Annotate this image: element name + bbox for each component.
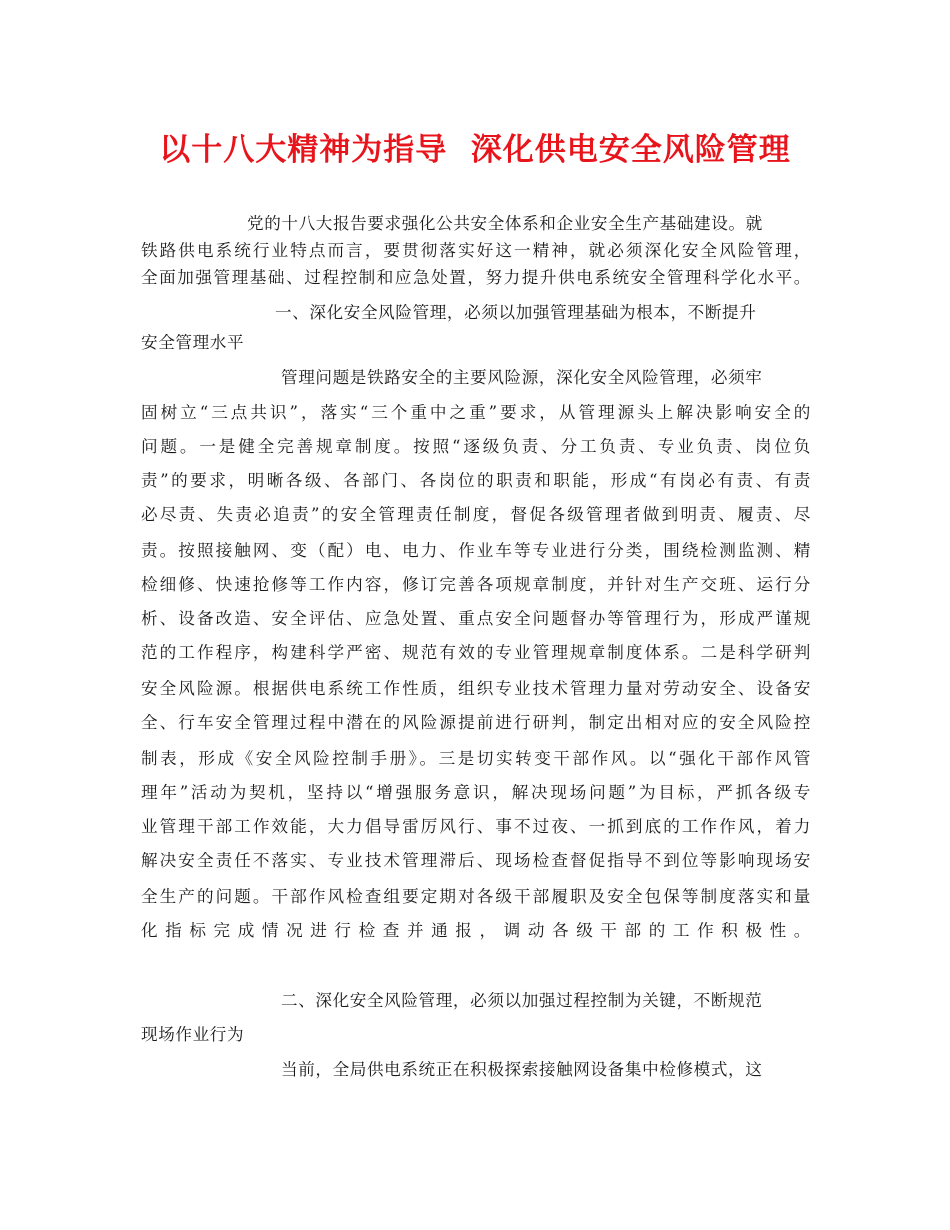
body-line: 解决安全责任不落实、专业技术管理滞后、现场检查督促指导不到位等影响现场安 (141, 851, 811, 870)
body-line: 现场作业行为 (141, 1025, 245, 1044)
body-line: 全、行车安全管理过程中潜在的风险源提前进行研判，制定出相对应的安全风险控 (141, 713, 811, 732)
body-line: 铁路供电系统行业特点而言，要贯彻落实好这一精神，就必须深化安全风险管理， (141, 241, 811, 260)
body-line: 制表，形成《安全风险控制手册》。三是切实转变干部作风。以“强化干部作风管 (141, 749, 811, 768)
body-line: 安全风险源。根据供电系统工作性质，组织专业技术管理力量对劳动安全、设备安 (141, 679, 811, 698)
body-line: 析、设备改造、安全评估、应急处置、重点安全问题督办等管理行为，形成严谨规 (141, 609, 811, 628)
body-line: 理年”活动为契机，坚持以“增强服务意识，解决现场问题”为目标，严抓各级专 (141, 783, 811, 802)
body-line: 责。按照接触网、变（配）电、电力、作业车等专业进行分类，围绕检测监测、精 (141, 541, 811, 560)
body-line: 全面加强管理基础、过程控制和应急处置，努力提升供电系统安全管理科学化水平。 (141, 268, 811, 287)
body-line: 必尽责、失责必追责”的安全管理责任制度，督促各级管理者做到明责、履责、尽 (141, 505, 811, 524)
body-line: 当前，全局供电系统正在积极探索接触网设备集中检修模式，这 (281, 1060, 763, 1079)
body-line: 安全管理水平 (141, 333, 245, 352)
body-line: 党的十八大报告要求强化公共安全体系和企业安全生产基础建设。就 (247, 214, 763, 233)
body-line: 化指标完成情况进行检查并通报，调动各级干部的工作积极性。 (141, 921, 811, 940)
body-line: 责”的要求，明晰各级、各部门、各岗位的职责和职能，形成“有岗必有责、有责 (141, 471, 811, 490)
body-line: 全生产的问题。干部作风检查组要定期对各级干部履职及安全包保等制度落实和量 (141, 887, 811, 906)
body-line: 管理问题是铁路安全的主要风险源，深化安全风险管理，必须牢 (281, 368, 763, 387)
body-line: 范的工作程序，构建科学严密、规范有效的专业管理规章制度体系。二是科学研判 (141, 643, 811, 662)
body-line: 业管理干部工作效能，大力倡导雷厉风行、事不过夜、一抓到底的工作作风，着力 (141, 817, 811, 836)
body-line: 检细修、快速抢修等工作内容，修订完善各项规章制度，并针对生产交班、运行分 (141, 575, 811, 594)
document-title: 以十八大精神为指导 深化供电安全风险管理 (159, 132, 791, 168)
body-line: 固树立“三点共识”，落实“三个重中之重”要求，从管理源头上解决影响安全的 (141, 403, 811, 422)
body-line: 二、深化安全风险管理，必须以加强过程控制为关键，不断规范 (281, 991, 763, 1010)
body-line: 问题。一是健全完善规章制度。按照“逐级负责、分工负责、专业负责、岗位负 (141, 437, 811, 456)
body-line: 一、深化安全风险管理，必须以加强管理基础为根本，不断提升 (275, 303, 757, 322)
